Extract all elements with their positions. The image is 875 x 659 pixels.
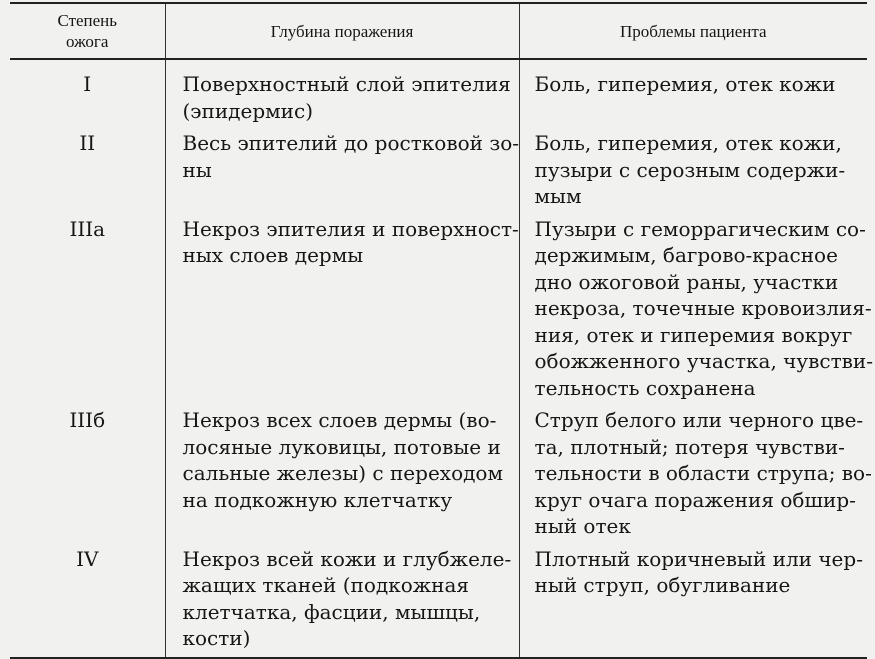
depth-line: Весь эпителий до ростковой зо-	[182, 131, 520, 155]
depth-cell	[165, 216, 519, 408]
degree-cell: IIIа	[10, 216, 165, 408]
depth-line: Некроз всей кожи и глубжеле-	[182, 546, 512, 571]
degree-cell: IV	[10, 546, 165, 658]
problems-line: Боль, гиперемия, отек кожи,	[534, 131, 842, 155]
depth-cell	[165, 407, 519, 546]
problems-line: пузыри с серозным содержи-	[534, 157, 846, 182]
table-row	[10, 130, 867, 216]
problems-line: дно ожоговой раны, участки	[534, 269, 839, 294]
header-degree	[10, 3, 165, 59]
depth-line: Некроз всех слоев дермы (во-	[182, 408, 497, 432]
problems-line: обожженного участка, чувстви-	[534, 349, 874, 373]
header-degree-line: Степень	[57, 11, 118, 30]
header-row	[10, 3, 867, 59]
problems-cell	[519, 59, 867, 130]
problems-line: тельность сохранена	[534, 375, 756, 400]
problems-cell	[519, 546, 867, 658]
burn-degree-table	[10, 2, 874, 659]
depth-cell	[165, 59, 519, 130]
problems-cell	[519, 130, 867, 216]
problems-line: мым	[534, 184, 582, 208]
degree-cell: IIIб	[10, 407, 165, 546]
problems-line: некроза, точечные кровоизлия-	[534, 296, 872, 320]
problems-line: тельности в области струпа; во-	[534, 461, 872, 485]
table-row	[10, 407, 867, 546]
table-row	[10, 59, 867, 130]
header-problems: Проблемы пациента	[519, 3, 867, 59]
problems-cell	[519, 216, 874, 408]
depth-line: сальные железы) с переходом	[182, 461, 504, 485]
problems-cell	[519, 407, 872, 546]
problems-line: ный струп, обугливание	[534, 573, 791, 597]
problems-line: Боль, гиперемия, отек кожи	[534, 72, 836, 96]
depth-line: ны	[182, 157, 212, 182]
depth-line: клетчатка, фасции, мышцы,	[182, 599, 481, 624]
problems-line: круг очага поражения обшир-	[534, 487, 856, 512]
table-row	[10, 546, 867, 658]
table-row	[10, 216, 867, 408]
problems-line: Струп белого или черного цве-	[534, 408, 864, 432]
problems-line: та, плотный; потеря чувстви-	[534, 434, 845, 459]
depth-line: кости)	[182, 626, 251, 650]
problems-line: ный отек	[534, 514, 631, 538]
header-degree-line: ожога	[66, 32, 109, 51]
depth-line: Поверхностный слой эпителия	[182, 72, 511, 96]
depth-line: на подкожную клетчатку	[182, 487, 453, 512]
degree-cell: I	[10, 59, 165, 130]
depth-cell	[165, 546, 519, 658]
problems-line: ния, отек и гиперемия вокруг	[534, 322, 853, 347]
depth-line: жащих тканей (подкожная	[182, 573, 470, 597]
depth-line: (эпидермис)	[182, 98, 314, 123]
depth-cell	[165, 130, 519, 216]
problems-line: Плотный коричневый или чер-	[534, 546, 863, 571]
problems-line: Пузыри с геморрагическим со-	[534, 216, 866, 241]
depth-line: ных слоев дермы	[182, 243, 364, 267]
header-depth: Глубина поражения	[165, 3, 519, 59]
depth-line: лосяные луковицы, потовые и	[182, 434, 501, 459]
degree-cell: II	[10, 130, 165, 216]
problems-line: держимым, багрово-красное	[534, 243, 838, 267]
depth-line: Некроз эпителия и поверхност-	[182, 216, 519, 241]
